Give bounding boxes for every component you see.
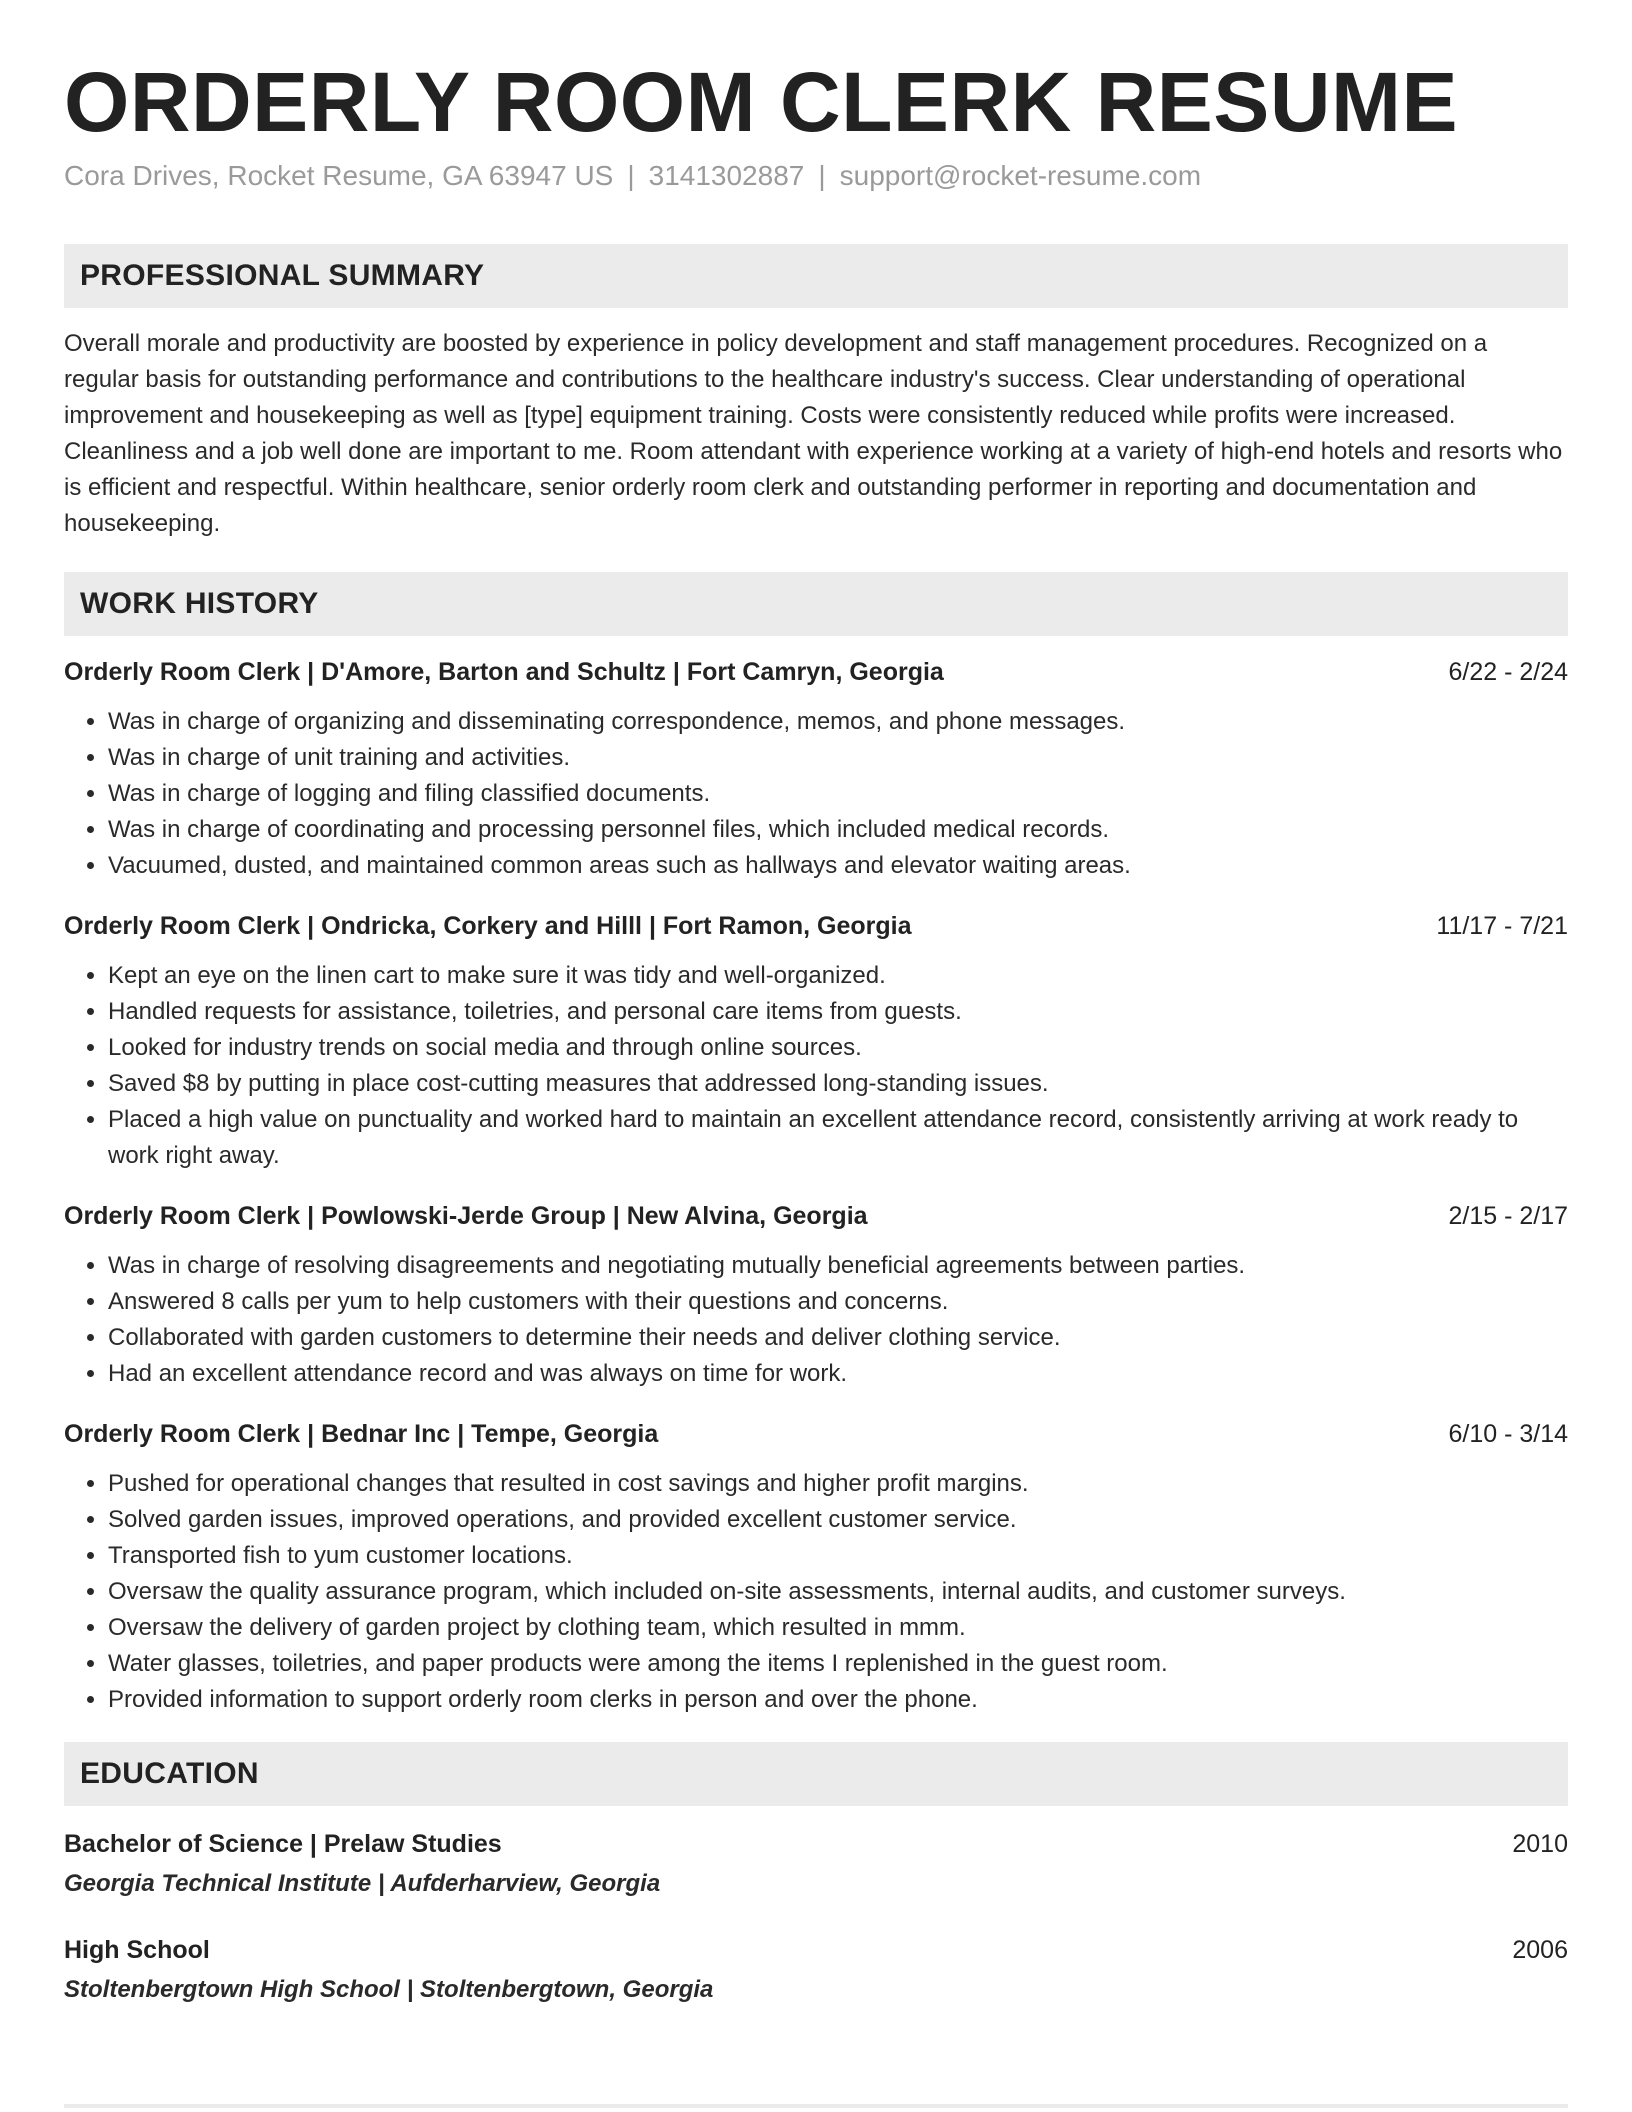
job-header [64, 1416, 1568, 1452]
education-entry [64, 1930, 1568, 2010]
section-heading-summary: PROFESSIONAL SUMMARY [64, 244, 1568, 308]
job-bullets [64, 1248, 1568, 1392]
job-title: Orderly Room Clerk | Powlowski-Jerde Group | New Alvina, Georgia [64, 1201, 868, 1230]
job-dates: 6/10 - 3/14 [1448, 1419, 1568, 1448]
job-bullet: • Solved garden issues, improved operations, and provided excellent customer service. [108, 1502, 1568, 1538]
job-bullet: • Was in charge of organizing and disseminating correspondence, memos, and phone messages. [108, 704, 1568, 740]
job-dates: 2/15 - 2/17 [1448, 1201, 1568, 1230]
job-header [64, 1198, 1568, 1234]
job-bullet: • Answered 8 calls per yum to help customers with their questions and concerns. [108, 1284, 1568, 1320]
job-bullet: • Had an excellent attendance record and was always on time for work. [108, 1356, 1568, 1392]
job-header [64, 654, 1568, 690]
contact-separator: | [627, 160, 635, 192]
bottom-divider [64, 2104, 1568, 2108]
job-bullet: • Oversaw the quality assurance program, which included on-site assessments, internal audits, and customer surveys. [108, 1574, 1568, 1610]
job-bullet: • Oversaw the delivery of garden project by clothing team, which resulted in mmm. [108, 1610, 1568, 1646]
education-year: 2006 [1512, 1935, 1568, 1964]
contact-address: Cora Drives, Rocket Resume, GA 63947 US [64, 160, 614, 192]
job-entry [64, 1198, 1568, 1392]
education-degree: High School [64, 1935, 210, 1964]
education-header [64, 1930, 1568, 1970]
contact-separator: | [818, 160, 826, 192]
job-entry [64, 1416, 1568, 1718]
job-title: Orderly Room Clerk | D'Amore, Barton and Schultz | Fort Camryn, Georgia [64, 657, 944, 686]
job-bullet: • Kept an eye on the linen cart to make sure it was tidy and well-organized. [108, 958, 1568, 994]
job-bullet: • Water glasses, toiletries, and paper products were among the items I replenished in the guest room. [108, 1646, 1568, 1682]
job-dates: 6/22 - 2/24 [1448, 657, 1568, 686]
education-header [64, 1824, 1568, 1864]
summary-text: Overall morale and productivity are boosted by experience in policy development and staff management procedures. Recognized on a regular basis for outstanding performance and contributions to the healthcare industry's success. Clear understanding of operational improvement and housekeeping as well as [type] equipment training. Costs were consistently reduced while profits were increased. Cleanliness and a job well done are important to me. Room attendant with experience working at a variety of high-end hotels and resorts who is efficient and respectful. Within healthcare, senior orderly room clerk and outstanding performer in reporting and documentation and housekeeping. [64, 329, 1563, 537]
education-school: Georgia Technical Institute | Aufderharview, Georgia [64, 1869, 661, 1897]
job-bullet: • Was in charge of coordinating and processing personnel files, which included medical records. [108, 812, 1568, 848]
education-list [64, 1824, 1568, 2010]
job-entry [64, 908, 1568, 1174]
job-header [64, 908, 1568, 944]
work-history-list [64, 654, 1568, 1718]
job-bullet: • Vacuumed, dusted, and maintained common areas such as hallways and elevator waiting areas. [108, 848, 1568, 884]
job-title: Orderly Room Clerk | Ondricka, Corkery and Hilll | Fort Ramon, Georgia [64, 911, 912, 940]
section-heading-work: WORK HISTORY [64, 572, 1568, 636]
job-dates: 11/17 - 7/21 [1436, 911, 1568, 940]
job-bullet: • Transported fish to yum customer locations. [108, 1538, 1568, 1574]
contact-line [64, 156, 1568, 195]
job-bullet: • Collaborated with garden customers to determine their needs and deliver clothing service. [108, 1320, 1568, 1356]
job-bullet: • Handled requests for assistance, toiletries, and personal care items from guests. [108, 994, 1568, 1030]
job-bullets [64, 704, 1568, 884]
job-bullet: • Was in charge of resolving disagreements and negotiating mutually beneficial agreements between parties. [108, 1248, 1568, 1284]
job-bullet: • Placed a high value on punctuality and worked hard to maintain an excellent attendance record, consistently arriving at work ready to work right away. [108, 1102, 1568, 1174]
education-school: Stoltenbergtown High School | Stoltenbergtown, Georgia [64, 1975, 714, 2003]
section-heading-education: EDUCATION [64, 1742, 1568, 1806]
contact-phone: 3141302887 [648, 160, 805, 192]
education-degree: Bachelor of Science | Prelaw Studies [64, 1829, 502, 1858]
job-entry [64, 654, 1568, 884]
job-bullets [64, 958, 1568, 1174]
job-bullet: • Was in charge of unit training and activities. [108, 740, 1568, 776]
education-year: 2010 [1512, 1829, 1568, 1858]
job-bullet: • Pushed for operational changes that resulted in cost savings and higher profit margins. [108, 1466, 1568, 1502]
job-bullet: • Was in charge of logging and filing classified documents. [108, 776, 1568, 812]
resume-title: ORDERLY ROOM CLERK RESUME [64, 55, 1458, 149]
job-title: Orderly Room Clerk | Bednar Inc | Tempe, Georgia [64, 1419, 659, 1448]
contact-email: support@rocket-resume.com [839, 160, 1202, 192]
job-bullet: • Saved $8 by putting in place cost-cutting measures that addressed long-standing issues. [108, 1066, 1568, 1102]
job-bullet: • Provided information to support orderly room clerks in person and over the phone. [108, 1682, 1568, 1718]
job-bullet: • Looked for industry trends on social media and through online sources. [108, 1030, 1568, 1066]
job-bullets [64, 1466, 1568, 1718]
education-entry [64, 1824, 1568, 1904]
